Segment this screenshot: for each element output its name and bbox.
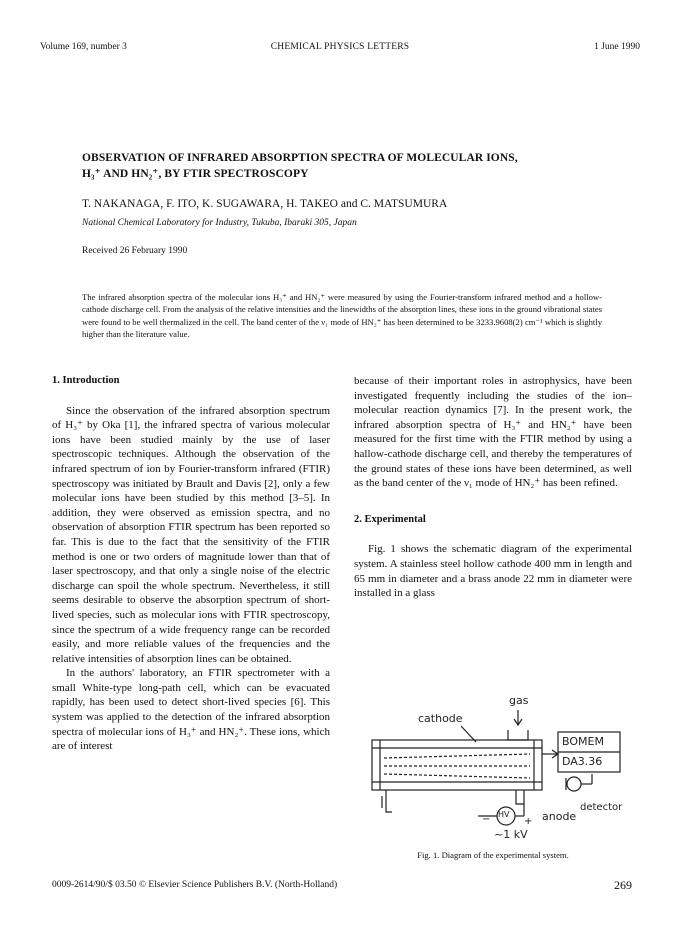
diagram-drawing (366, 688, 632, 848)
left-column (52, 374, 330, 754)
detector-label: detector (580, 802, 623, 813)
page-number: 269 (614, 878, 632, 892)
article-title (82, 150, 622, 182)
running-header (40, 42, 640, 56)
page-footer (52, 878, 632, 894)
affiliation: National Chemical Laboratory for Industry, Tukuba, Ibaraki 305, Japan (82, 218, 357, 228)
received-date: Received 26 February 1990 (82, 246, 188, 256)
volume-number: Volume 169, number 3 (40, 42, 127, 52)
intro-paragraph-3: because of their important roles in astrophysics, have been investigated frequently including the studies of the ion–molecular reaction dynamics [7]. In the present work, the infrared absorption spectra of H₃⁺ and HN₂⁺ have been measured for the first time with the FTIR method by using a hallow-cathode discharge cell, and thereby the temperatures of the ground states of these ions have been determined, as well as the band center of the ν₁ mode of HN₂⁺ has been refined. (354, 375, 632, 490)
intro-paragraph-1: Since the observation of the infrared absorption spectrum of H₃⁺ by Oka [1], the infrared spectra of various molecular ions have been studied mainly by the use of laser spectroscopic techniques. Although the observation of the infrared spectrum of ion by Fourier-transform infrared (FTIR) spectroscopy was initiated by Brault and Davis [2], only a few molecular ions have been studied by this method [3–5]. In addition, they were observed as emission spectra, and no observation of absorption FTIR spectrum has been reported so far. This is due to the fact that the sensitivity of the FTIR method is one or two orders of magnitude lower than that of laser spectroscopy, and that only a single noise of the electric discharge can spoil the whole spectrum. Nevertheless, it still seems desirable to observe the absorption spectrum of short-lived species, such as molecular ions with FTIR spectroscopy, since the spectrum of a wide frequency range can be recorded easily, and more reliable values of the frequencies and the relative intensities of absorption lines can be obtained. (52, 404, 330, 665)
intro-paragraph-2: In the authors' laboratory, an FTIR spectrometer with a small White-type long-path cell, which can be evacuated rapidly, has been used to detect short-lived species [6]. This system was applied to the detection of the infrared absorption spectra of molecular ions of H₃⁺ and HN₂⁺. These ions, which are of interest (52, 667, 330, 753)
right-column (354, 374, 632, 601)
beam-path-3 (384, 774, 530, 778)
bomem-label: BOMEM (562, 735, 604, 748)
abstract: The infrared absorption spectra of the molecular ions H₃⁺ and HN₂⁺ were measured by using the Fourier-transform infrared method and a hollow-cathode discharge cell. From the analysis of the relative intensities and the linewidths of the absorption lines, these ions in the ground vibrational states were found to be well thermalized in the cell. The band center of the ν₁ mode of HN₂⁺ has been determined to be 3233.9608(2) cm⁻¹ which is slightly higher than the literature value. (82, 292, 602, 340)
title-line-2: H₃⁺ AND HN₂⁺, BY FTIR SPECTROSCOPY (82, 168, 309, 180)
cathode-label: cathode (418, 712, 463, 725)
detector-circle (567, 777, 581, 791)
journal-name: CHEMICAL PHYSICS LETTERS (270, 42, 410, 52)
figure-caption: Fig. 1. Diagram of the experimental system. (417, 850, 569, 860)
section-heading-experimental: 2. Experimental (354, 513, 426, 525)
experimental-setup-diagram (366, 688, 632, 868)
gas-inlet-tube (508, 730, 528, 740)
beam-path-1 (384, 754, 530, 758)
anode-label: anode (542, 810, 577, 823)
issue-date: 1 June 1990 (594, 42, 640, 52)
copyright-code: 0009-2614/90/$ 03.50 © Elsevier Science Publishers B.V. (North-Holland) (52, 880, 338, 890)
anode-electrode (516, 790, 524, 804)
hv-plus-label: + (524, 816, 533, 827)
section-heading-introduction: 1. Introduction (52, 375, 120, 386)
da-label: DA3.36 (562, 755, 603, 768)
cathode-electrode (386, 790, 392, 812)
hv-label: HV (498, 810, 510, 819)
hv-minus-label: − (482, 814, 491, 825)
experimental-paragraph-1: Fig. 1 shows the schematic diagram of the experimental system. A stainless steel hollow cathode 400 mm in length and 65 mm in diameter and a brass anode 22 mm in diameter were installed in a glass (354, 543, 632, 600)
title-line-1: OBSERVATION OF INFRARED ABSORPTION SPECTRA OF MOLECULAR IONS, (82, 152, 518, 164)
gas-label: gas (509, 694, 529, 707)
author-list: T. NAKANAGA, F. ITO, K. SUGAWARA, H. TAKEO and C. MATSUMURA (82, 198, 448, 210)
voltage-label: ~1 kV (494, 828, 528, 841)
